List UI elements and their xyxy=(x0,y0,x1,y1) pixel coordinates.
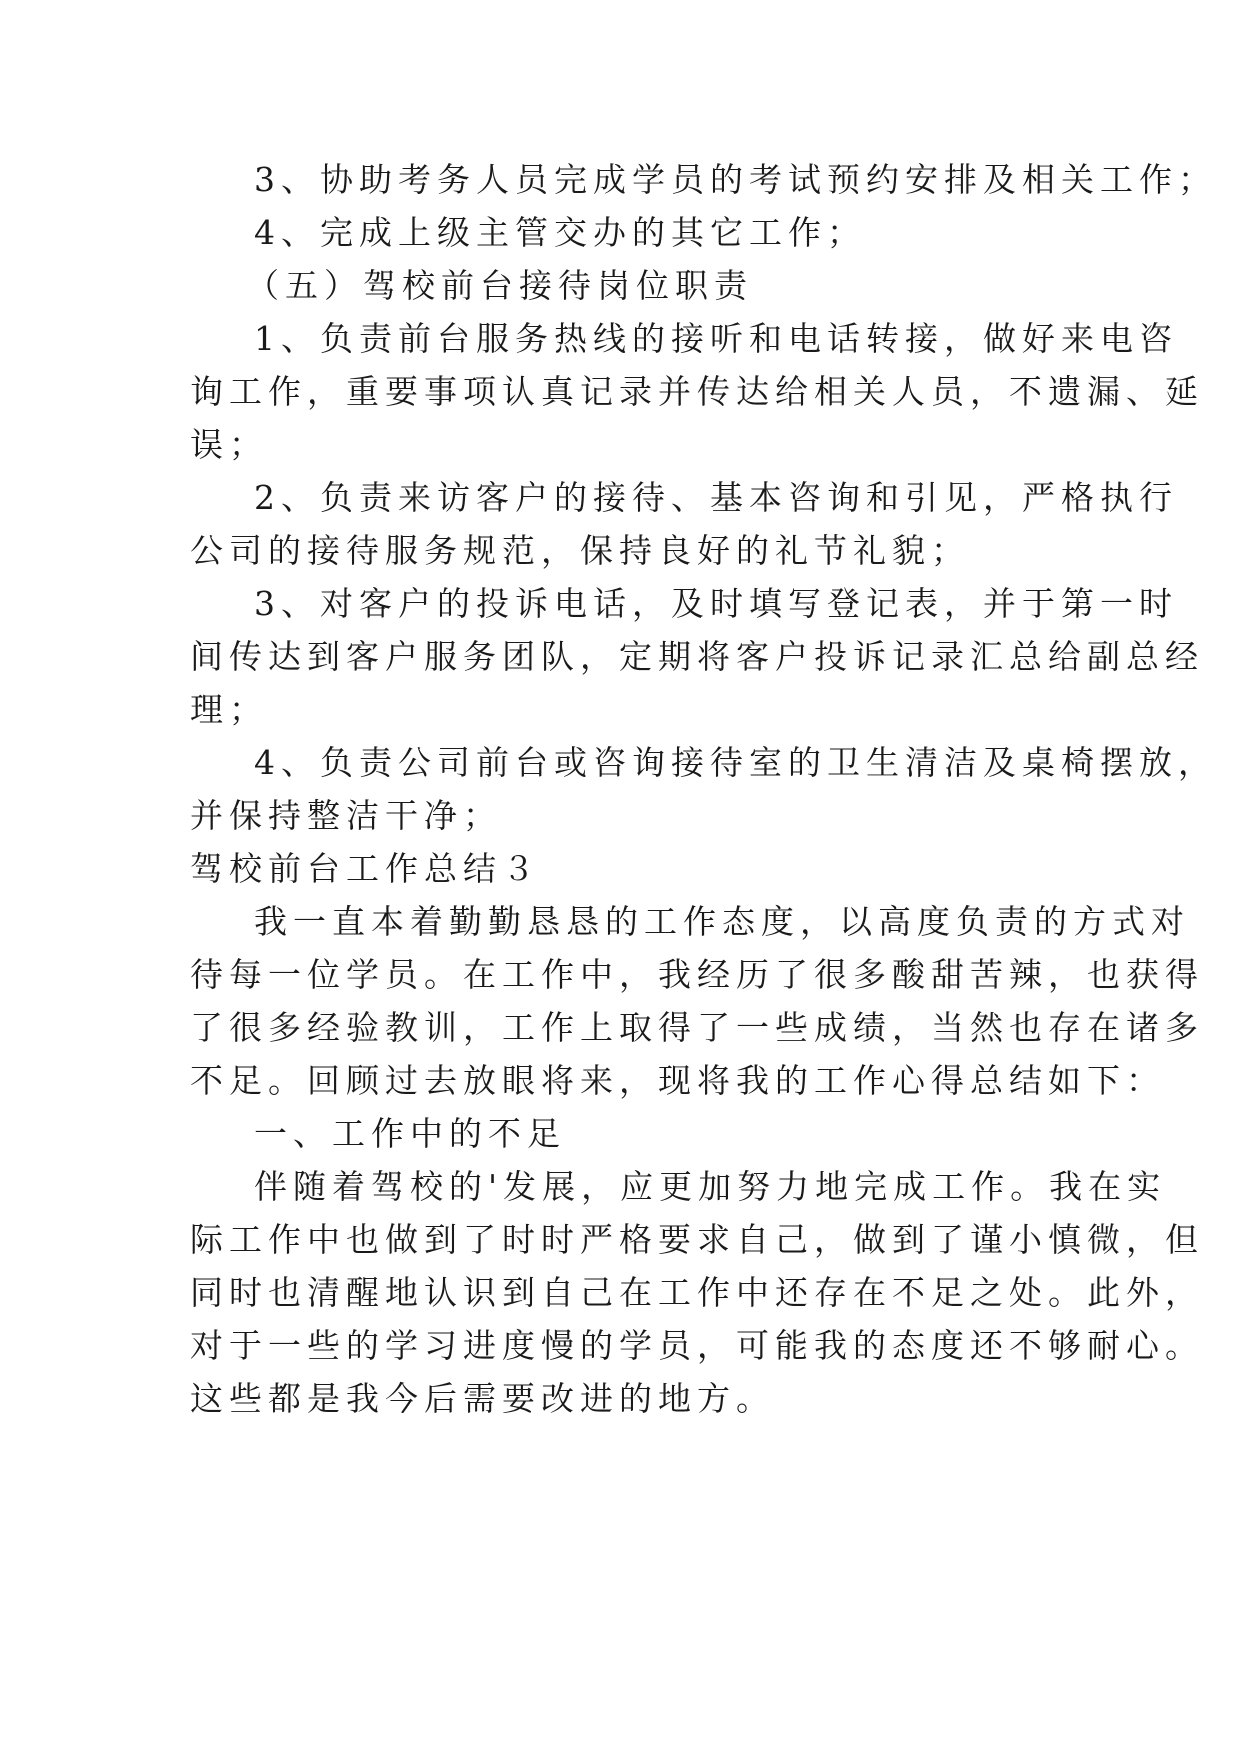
paragraph-line: 间传达到客户服务团队，定期将客户投诉记录汇总给副总经 xyxy=(190,637,1204,676)
paragraph-line: 伴随着驾校的'发展，应更加努力地完成工作。我在实 xyxy=(254,1167,1167,1206)
paragraph-line: 3、协助考务人员完成学员的考试预约安排及相关工作； xyxy=(254,160,1217,199)
paragraph-line: 3、对客户的投诉电话，及时填写登记表，并于第一时 xyxy=(254,584,1178,623)
paragraph-line: 公司的接待服务规范，保持良好的礼节礼貌； xyxy=(190,531,970,570)
paragraph-line: 际工作中也做到了时时严格要求自己，做到了谨小慎微，但 xyxy=(190,1220,1204,1259)
paragraph-line: 1、负责前台服务热线的接听和电话转接，做好来电咨 xyxy=(254,319,1178,358)
paragraph-line: 4、负责公司前台或咨询接待室的卫生清洁及桌椅摆放， xyxy=(254,743,1217,782)
section-heading: 一、工作中的不足 xyxy=(254,1114,566,1153)
paragraph-line: 不足。回顾过去放眼将来，现将我的工作心得总结如下： xyxy=(190,1061,1165,1100)
paragraph-line: 了很多经验教训，工作上取得了一些成绩，当然也存在诸多 xyxy=(190,1008,1204,1047)
paragraph-line: 并保持整洁干净； xyxy=(190,796,502,835)
paragraph-line: 误； xyxy=(190,425,268,464)
paragraph-line: 询工作，重要事项认真记录并传达给相关人员，不遗漏、延 xyxy=(190,372,1204,411)
paragraph-line: 我一直本着勤勤恳恳的工作态度，以高度负责的方式对 xyxy=(254,902,1190,941)
paragraph-line: 2、负责来访客户的接待、基本咨询和引见，严格执行 xyxy=(254,478,1178,517)
paragraph-line: 这些都是我今后需要改进的地方。 xyxy=(190,1379,775,1418)
paragraph-line: 4、完成上级主管交办的其它工作； xyxy=(254,213,866,252)
section-title: 驾校前台工作总结３ xyxy=(190,849,541,888)
paragraph-line: 理； xyxy=(190,690,268,729)
section-heading: （五）驾校前台接待岗位职责 xyxy=(246,266,753,305)
paragraph-line: 对于一些的学习进度慢的学员，可能我的态度还不够耐心。 xyxy=(190,1326,1204,1365)
paragraph-line: 同时也清醒地认识到自己在工作中还存在不足之处。此外， xyxy=(190,1273,1204,1312)
paragraph-line: 待每一位学员。在工作中，我经历了很多酸甜苦辣，也获得 xyxy=(190,955,1204,994)
